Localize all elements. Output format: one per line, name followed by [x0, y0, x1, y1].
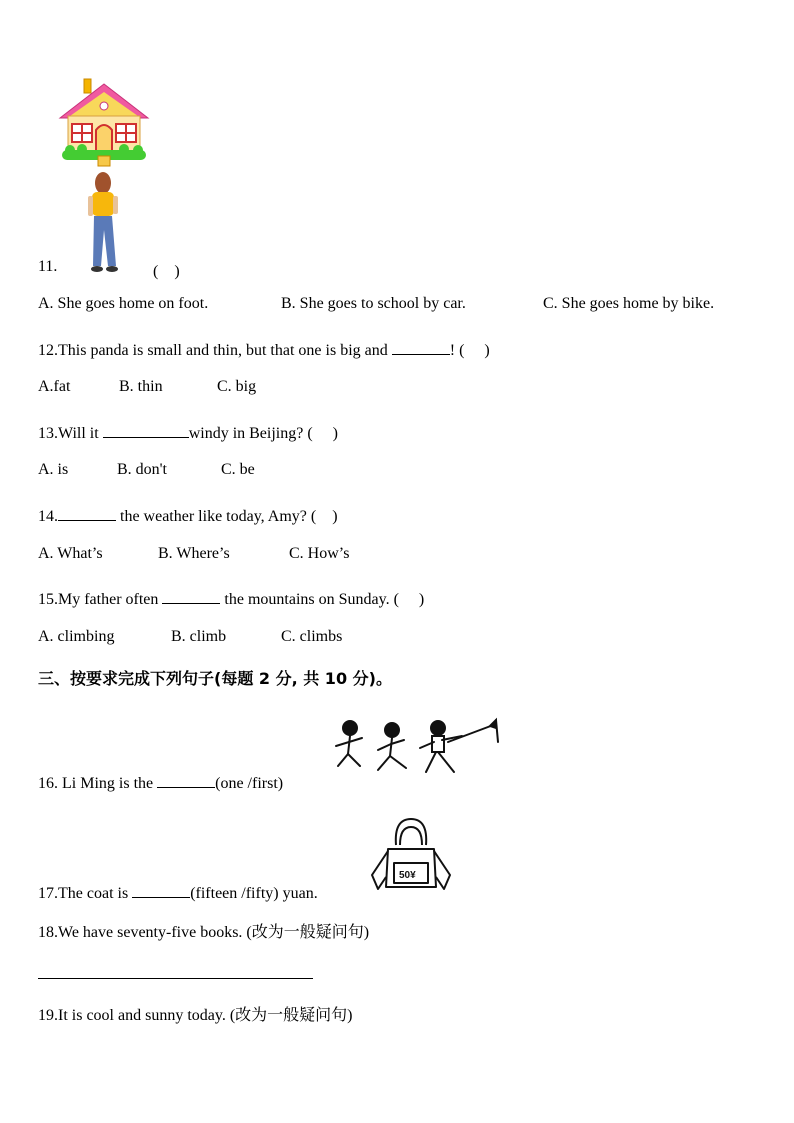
- q12-option-c: C. big: [217, 378, 257, 395]
- answer-blank[interactable]: [58, 506, 116, 521]
- house-illustration: [58, 76, 150, 168]
- question-14-number: 14.: [38, 508, 58, 525]
- question-16: [38, 773, 283, 793]
- question-13: [38, 420, 338, 443]
- question-11-paren: ( ): [153, 263, 180, 280]
- q12-option-a: A.fat: [38, 378, 71, 395]
- q15-option-a: A. climbing: [38, 628, 115, 645]
- question-12-end: ! ( ): [449, 342, 490, 359]
- q11-option-a: A. She goes home on foot.: [38, 295, 209, 312]
- section-3-heading: 三、按要求完成下列句子(每题 2 分, 共 10 分)。: [38, 669, 392, 688]
- answer-blank[interactable]: [157, 773, 215, 788]
- coat-price-illustration: [366, 815, 456, 897]
- question-16-text: 16. Li Ming is the: [38, 775, 154, 792]
- question-17-choices: (fifteen /fifty) yuan.: [190, 885, 318, 902]
- q14-option-b: B. Where’s: [158, 545, 230, 562]
- question-14: [38, 503, 338, 526]
- runners-race-illustration: [330, 716, 504, 784]
- q15-option-c: C. climbs: [281, 628, 343, 645]
- question-17-text: 17.The coat is: [38, 885, 129, 902]
- q14-option-a: A. What’s: [38, 545, 103, 562]
- question-13-end: windy in Beijing? ( ): [188, 425, 339, 442]
- q12-option-b: B. thin: [119, 378, 163, 395]
- question-12: [38, 337, 490, 360]
- q14-option-c: C. How’s: [289, 545, 350, 562]
- answer-blank[interactable]: [103, 423, 189, 438]
- q11-option-c: C. She goes home by bike.: [543, 295, 715, 312]
- answer-line[interactable]: [38, 978, 313, 979]
- girl-walking-illustration: [86, 170, 122, 276]
- question-11-number: 11.: [38, 258, 58, 275]
- answer-blank[interactable]: [132, 883, 190, 898]
- question-13-text: 13.Will it: [38, 425, 99, 442]
- question-14-text: the weather like today, Amy? ( ): [120, 508, 338, 525]
- question-15-text: 15.My father often: [38, 591, 159, 608]
- question-15: [38, 586, 424, 609]
- q13-option-c: C. be: [221, 461, 255, 478]
- question-16-choices: (one /first): [215, 775, 284, 792]
- price-tag-label: 50¥: [399, 870, 416, 881]
- q11-option-b: B. She goes to school by car.: [281, 295, 466, 312]
- q13-option-a: A. is: [38, 461, 69, 478]
- answer-blank[interactable]: [392, 340, 450, 355]
- question-17: [38, 883, 318, 903]
- question-18: 18.We have seventy-five books. (改为一般疑问句): [38, 924, 370, 941]
- question-15-end: the mountains on Sunday. ( ): [224, 591, 425, 608]
- question-19: 19.It is cool and sunny today. (改为一般疑问句): [38, 1007, 353, 1024]
- q15-option-b: B. climb: [171, 628, 227, 645]
- q13-option-b: B. don't: [117, 461, 167, 478]
- question-12-text: 12.This panda is small and thin, but that one is big and: [38, 342, 388, 359]
- answer-blank[interactable]: [162, 589, 220, 604]
- question-11: [38, 258, 180, 280]
